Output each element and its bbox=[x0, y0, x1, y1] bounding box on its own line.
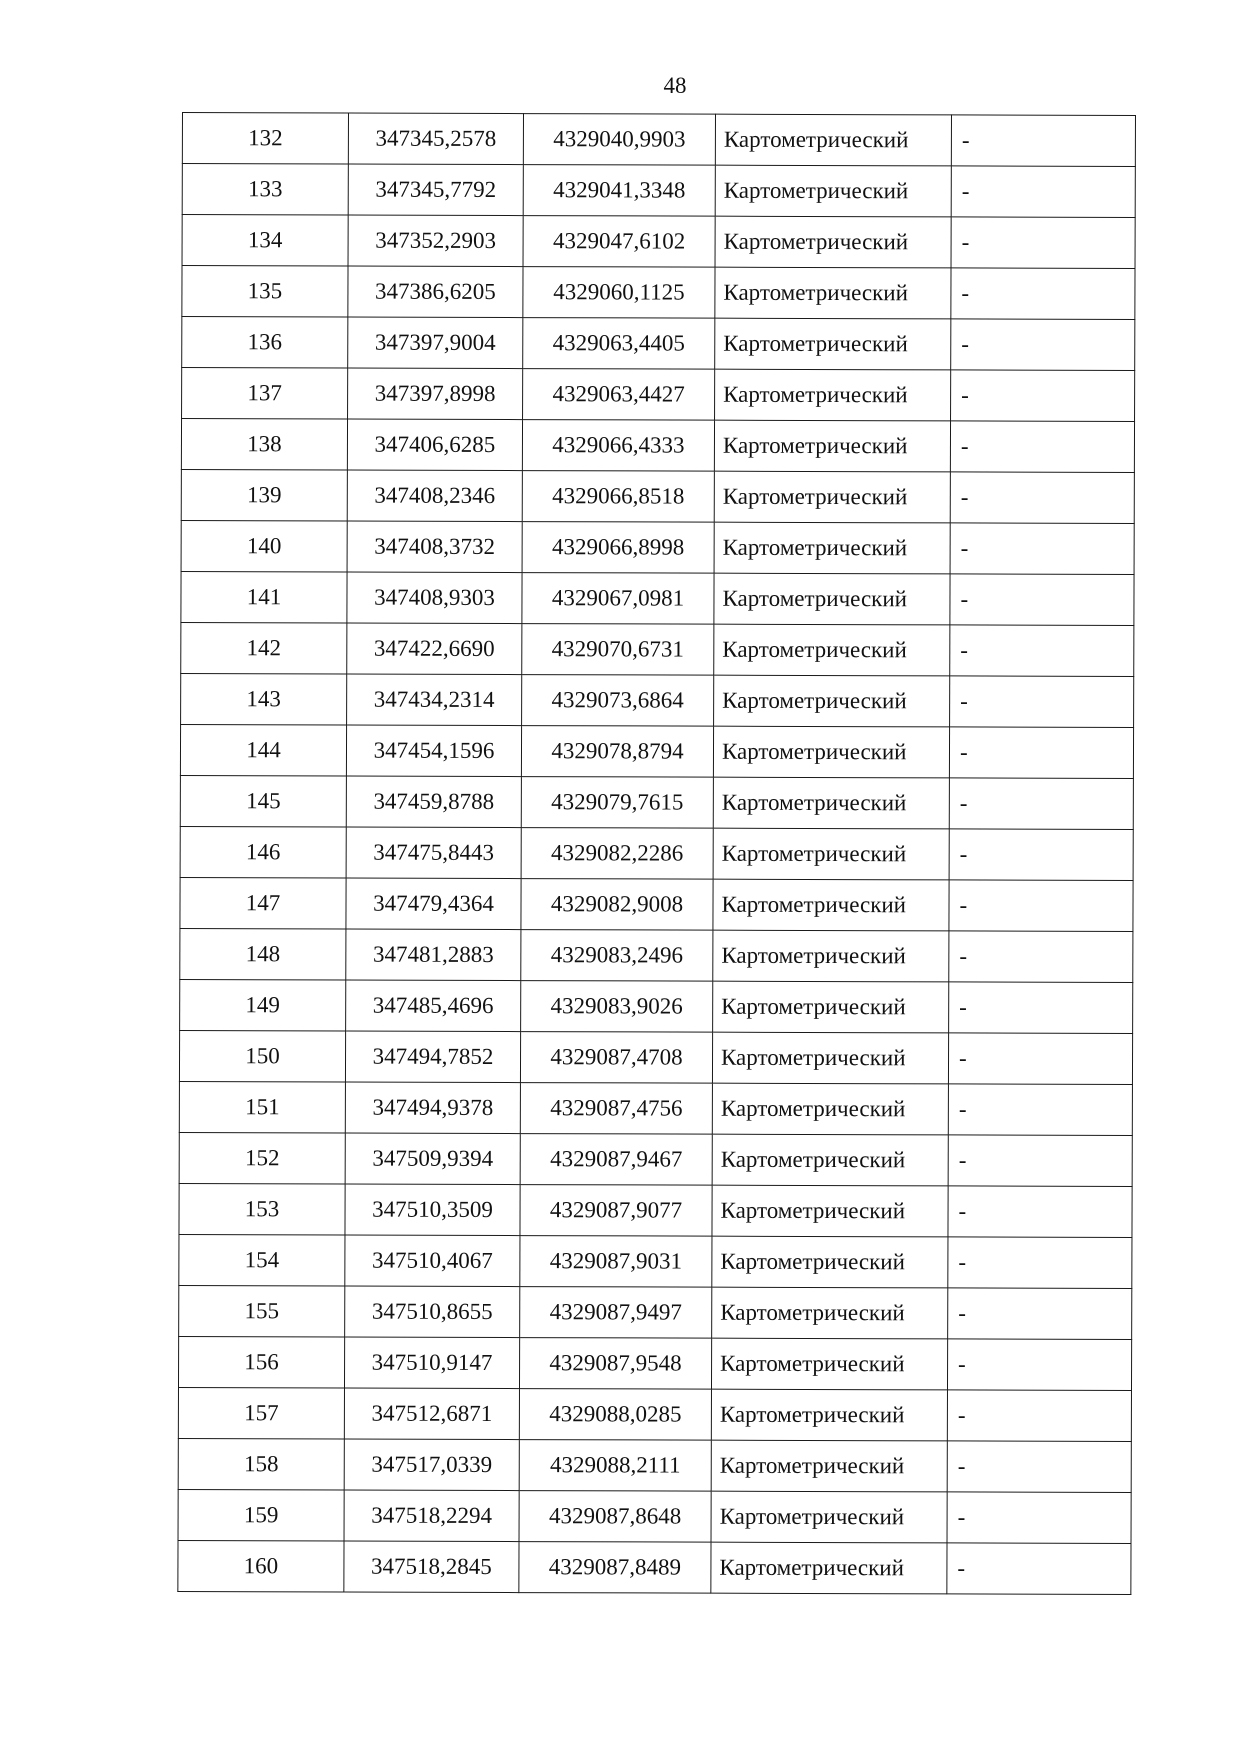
note-cell: - bbox=[951, 268, 1135, 320]
x-coordinate-cell: 347352,2903 bbox=[348, 215, 523, 267]
table-row bbox=[179, 1285, 1132, 1339]
x-coordinate-cell: 347475,8443 bbox=[346, 827, 521, 879]
table-row bbox=[178, 1438, 1131, 1492]
x-coordinate-cell: 347479,4364 bbox=[346, 878, 521, 930]
point-number-cell: 137 bbox=[182, 368, 348, 420]
point-number-cell: 133 bbox=[182, 164, 348, 216]
point-number-cell: 143 bbox=[181, 673, 347, 725]
method-cell: Картометрический bbox=[714, 522, 950, 574]
table-row bbox=[180, 775, 1133, 829]
x-coordinate-cell: 347512,6871 bbox=[344, 1388, 519, 1440]
method-cell: Картометрический bbox=[711, 1338, 947, 1390]
method-cell: Картометрический bbox=[712, 1032, 948, 1084]
y-coordinate-cell: 4329087,9497 bbox=[520, 1287, 712, 1339]
point-number-cell: 136 bbox=[182, 317, 348, 369]
table-row bbox=[181, 520, 1134, 574]
method-cell: Картометрический bbox=[713, 930, 949, 982]
point-number-cell: 152 bbox=[179, 1132, 345, 1184]
note-cell: - bbox=[948, 1084, 1132, 1136]
note-cell: - bbox=[951, 115, 1135, 167]
point-number-cell: 142 bbox=[181, 622, 347, 674]
table-row bbox=[182, 113, 1135, 167]
point-number-cell: 140 bbox=[181, 520, 347, 572]
method-cell: Картометрический bbox=[712, 1287, 948, 1339]
point-number-cell: 134 bbox=[182, 215, 348, 267]
y-coordinate-cell: 4329087,9548 bbox=[519, 1338, 711, 1390]
point-number-cell: 145 bbox=[180, 775, 346, 827]
x-coordinate-cell: 347408,9303 bbox=[347, 572, 522, 624]
point-number-cell: 135 bbox=[182, 266, 348, 318]
method-cell: Картометрический bbox=[713, 879, 949, 931]
point-number-cell: 156 bbox=[178, 1336, 344, 1388]
note-cell: - bbox=[950, 625, 1134, 677]
table-row bbox=[179, 1183, 1132, 1237]
table-row bbox=[181, 469, 1134, 523]
note-cell: - bbox=[951, 370, 1135, 422]
y-coordinate-cell: 4329087,8489 bbox=[519, 1542, 711, 1594]
point-number-cell: 132 bbox=[182, 113, 348, 165]
method-cell: Картометрический bbox=[713, 777, 949, 829]
y-coordinate-cell: 4329040,9903 bbox=[523, 114, 715, 166]
note-cell: - bbox=[947, 1543, 1131, 1595]
table-row bbox=[179, 1132, 1132, 1186]
table-row bbox=[182, 215, 1135, 269]
y-coordinate-cell: 4329083,9026 bbox=[521, 981, 713, 1033]
method-cell: Картометрический bbox=[712, 1134, 948, 1186]
note-cell: - bbox=[949, 880, 1133, 932]
x-coordinate-cell: 347510,4067 bbox=[345, 1235, 520, 1287]
method-cell: Картометрический bbox=[714, 675, 950, 727]
note-cell: - bbox=[947, 1492, 1131, 1544]
point-number-cell: 144 bbox=[180, 724, 346, 776]
y-coordinate-cell: 4329078,8794 bbox=[521, 726, 713, 778]
x-coordinate-cell: 347517,0339 bbox=[344, 1439, 519, 1491]
x-coordinate-cell: 347518,2845 bbox=[344, 1541, 519, 1593]
y-coordinate-cell: 4329073,6864 bbox=[522, 675, 714, 727]
note-cell: - bbox=[951, 217, 1135, 269]
x-coordinate-cell: 347481,2883 bbox=[346, 929, 521, 981]
note-cell: - bbox=[951, 319, 1135, 371]
table-row bbox=[180, 877, 1133, 931]
method-cell: Картометрический bbox=[714, 471, 950, 523]
table-row bbox=[178, 1540, 1131, 1594]
x-coordinate-cell: 347510,9147 bbox=[344, 1337, 519, 1389]
x-coordinate-cell: 347454,1596 bbox=[346, 725, 521, 777]
note-cell: - bbox=[949, 778, 1133, 830]
point-number-cell: 151 bbox=[179, 1081, 345, 1133]
y-coordinate-cell: 4329088,0285 bbox=[519, 1389, 711, 1441]
table-body bbox=[178, 113, 1136, 1595]
y-coordinate-cell: 4329088,2111 bbox=[519, 1440, 711, 1492]
y-coordinate-cell: 4329087,4708 bbox=[520, 1032, 712, 1084]
method-cell: Картометрический bbox=[713, 726, 949, 778]
note-cell: - bbox=[950, 421, 1134, 473]
y-coordinate-cell: 4329079,7615 bbox=[521, 777, 713, 829]
note-cell: - bbox=[950, 574, 1134, 626]
point-number-cell: 158 bbox=[178, 1438, 344, 1490]
note-cell: - bbox=[948, 1186, 1132, 1238]
table-row bbox=[179, 1030, 1132, 1084]
note-cell: - bbox=[948, 1288, 1132, 1340]
method-cell: Картометрический bbox=[715, 369, 951, 421]
note-cell: - bbox=[949, 931, 1133, 983]
y-coordinate-cell: 4329083,2496 bbox=[521, 930, 713, 982]
point-number-cell: 154 bbox=[179, 1234, 345, 1286]
method-cell: Картометрический bbox=[713, 828, 949, 880]
note-cell: - bbox=[951, 166, 1135, 218]
table-row bbox=[181, 673, 1134, 727]
table-row bbox=[178, 1336, 1131, 1390]
method-cell: Картометрический bbox=[712, 1185, 948, 1237]
table-row bbox=[182, 368, 1135, 422]
point-number-cell: 146 bbox=[180, 826, 346, 878]
y-coordinate-cell: 4329087,8648 bbox=[519, 1491, 711, 1543]
point-number-cell: 148 bbox=[180, 928, 346, 980]
table-row bbox=[180, 826, 1133, 880]
x-coordinate-cell: 347345,2578 bbox=[348, 113, 523, 165]
y-coordinate-cell: 4329087,4756 bbox=[520, 1083, 712, 1135]
table-row bbox=[178, 1387, 1131, 1441]
note-cell: - bbox=[947, 1390, 1131, 1442]
x-coordinate-cell: 347386,6205 bbox=[348, 266, 523, 318]
method-cell: Картометрический bbox=[712, 1236, 948, 1288]
x-coordinate-cell: 347494,9378 bbox=[345, 1082, 520, 1134]
y-coordinate-cell: 4329041,3348 bbox=[523, 165, 715, 217]
method-cell: Картометрический bbox=[715, 114, 951, 166]
table-row bbox=[180, 724, 1133, 778]
point-number-cell: 139 bbox=[181, 469, 347, 521]
y-coordinate-cell: 4329082,2286 bbox=[521, 828, 713, 880]
table-row bbox=[181, 419, 1134, 473]
method-cell: Картометрический bbox=[711, 1440, 947, 1492]
method-cell: Картометрический bbox=[715, 318, 951, 370]
x-coordinate-cell: 347408,3732 bbox=[347, 521, 522, 573]
point-number-cell: 149 bbox=[180, 979, 346, 1031]
method-cell: Картометрический bbox=[714, 573, 950, 625]
x-coordinate-cell: 347408,2346 bbox=[347, 470, 522, 522]
table-row bbox=[179, 1234, 1132, 1288]
x-coordinate-cell: 347397,8998 bbox=[348, 368, 523, 420]
x-coordinate-cell: 347494,7852 bbox=[345, 1031, 520, 1083]
x-coordinate-cell: 347422,6690 bbox=[347, 623, 522, 675]
x-coordinate-cell: 347485,4696 bbox=[346, 980, 521, 1032]
point-number-cell: 150 bbox=[179, 1030, 345, 1082]
y-coordinate-cell: 4329063,4405 bbox=[523, 318, 715, 370]
note-cell: - bbox=[948, 1135, 1132, 1187]
method-cell: Картометрический bbox=[711, 1542, 947, 1594]
x-coordinate-cell: 347518,2294 bbox=[344, 1490, 519, 1542]
x-coordinate-cell: 347510,3509 bbox=[345, 1184, 520, 1236]
x-coordinate-cell: 347434,2314 bbox=[347, 674, 522, 726]
note-cell: - bbox=[950, 472, 1134, 524]
point-number-cell: 153 bbox=[179, 1183, 345, 1235]
table-row bbox=[179, 1081, 1132, 1135]
note-cell: - bbox=[949, 982, 1133, 1034]
x-coordinate-cell: 347510,8655 bbox=[345, 1286, 520, 1338]
y-coordinate-cell: 4329087,9077 bbox=[520, 1185, 712, 1237]
x-coordinate-cell: 347509,9394 bbox=[345, 1133, 520, 1185]
table-row bbox=[181, 571, 1134, 625]
y-coordinate-cell: 4329070,6731 bbox=[522, 624, 714, 676]
x-coordinate-cell: 347345,7792 bbox=[348, 164, 523, 216]
note-cell: - bbox=[947, 1441, 1131, 1493]
point-number-cell: 147 bbox=[180, 877, 346, 929]
x-coordinate-cell: 347459,8788 bbox=[346, 776, 521, 828]
method-cell: Картометрический bbox=[711, 1491, 947, 1543]
y-coordinate-cell: 4329063,4427 bbox=[523, 369, 715, 421]
y-coordinate-cell: 4329066,8998 bbox=[522, 522, 714, 574]
method-cell: Картометрический bbox=[712, 1083, 948, 1135]
y-coordinate-cell: 4329067,0981 bbox=[522, 573, 714, 625]
method-cell: Картометрический bbox=[714, 624, 950, 676]
y-coordinate-cell: 4329066,8518 bbox=[522, 471, 714, 523]
y-coordinate-cell: 4329060,1125 bbox=[523, 267, 715, 319]
point-number-cell: 159 bbox=[178, 1489, 344, 1541]
table-row bbox=[180, 979, 1133, 1033]
y-coordinate-cell: 4329066,4333 bbox=[522, 420, 714, 472]
y-coordinate-cell: 4329087,9467 bbox=[520, 1134, 712, 1186]
note-cell: - bbox=[947, 1339, 1131, 1391]
note-cell: - bbox=[949, 829, 1133, 881]
note-cell: - bbox=[949, 727, 1133, 779]
note-cell: - bbox=[948, 1237, 1132, 1289]
method-cell: Картометрический bbox=[713, 981, 949, 1033]
point-number-cell: 160 bbox=[178, 1540, 344, 1592]
page-number: 48 bbox=[663, 73, 687, 98]
method-cell: Картометрический bbox=[715, 267, 951, 319]
table-row bbox=[182, 266, 1135, 320]
point-number-cell: 138 bbox=[181, 419, 347, 471]
note-cell: - bbox=[950, 676, 1134, 728]
note-cell: - bbox=[948, 1033, 1132, 1085]
table-row bbox=[178, 1489, 1131, 1543]
method-cell: Картометрический bbox=[715, 165, 951, 217]
point-number-cell: 157 bbox=[178, 1387, 344, 1439]
coordinates-table bbox=[177, 112, 1136, 1595]
point-number-cell: 155 bbox=[179, 1285, 345, 1337]
note-cell: - bbox=[950, 523, 1134, 575]
method-cell: Картометрический bbox=[715, 216, 951, 268]
y-coordinate-cell: 4329087,9031 bbox=[520, 1236, 712, 1288]
y-coordinate-cell: 4329047,6102 bbox=[523, 216, 715, 268]
point-number-cell: 141 bbox=[181, 571, 347, 623]
x-coordinate-cell: 347397,9004 bbox=[348, 317, 523, 369]
table-row bbox=[182, 317, 1135, 371]
method-cell: Картометрический bbox=[714, 420, 950, 472]
x-coordinate-cell: 347406,6285 bbox=[347, 419, 522, 471]
table-row bbox=[182, 164, 1135, 218]
method-cell: Картометрический bbox=[711, 1389, 947, 1441]
y-coordinate-cell: 4329082,9008 bbox=[521, 879, 713, 931]
table-row bbox=[181, 622, 1134, 676]
table-row bbox=[180, 928, 1133, 982]
